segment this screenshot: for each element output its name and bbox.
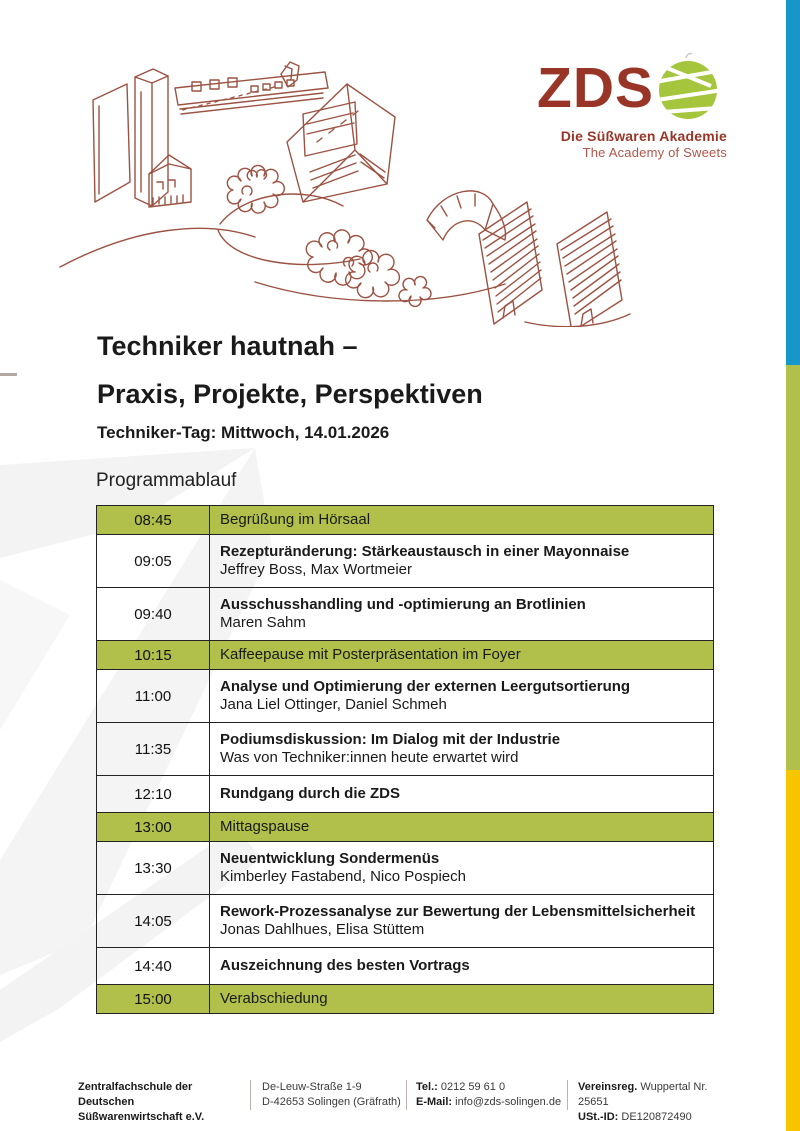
time-cell: 09:05 bbox=[97, 535, 210, 588]
session-cell bbox=[210, 985, 714, 1014]
page-title-line2: Praxis, Projekte, Perspektiven bbox=[97, 379, 483, 409]
footer-address bbox=[262, 1080, 402, 1110]
stripe-green-segment bbox=[786, 365, 800, 770]
register-label: Vereinsreg. bbox=[578, 1081, 638, 1093]
session-title: Kaffeepause mit Posterpräsentation im Foyer bbox=[220, 646, 521, 663]
table-row bbox=[97, 588, 714, 641]
footer-vat bbox=[578, 1110, 738, 1125]
table-row bbox=[97, 985, 714, 1014]
footer-contact bbox=[416, 1080, 564, 1110]
left-edge-tick bbox=[0, 373, 17, 376]
session-cell bbox=[210, 842, 714, 895]
time-cell: 13:30 bbox=[97, 842, 210, 895]
stripe-blue-segment bbox=[786, 0, 800, 365]
session-title: Rundgang durch die ZDS bbox=[220, 785, 400, 802]
edge-color-stripe bbox=[786, 0, 800, 1131]
vat-label: USt.-ID: bbox=[578, 1111, 619, 1123]
session-title: Mittagspause bbox=[220, 818, 310, 835]
footer-email bbox=[416, 1095, 564, 1110]
phone-label: Tel.: bbox=[416, 1081, 438, 1093]
zds-wordmark: ZDS bbox=[537, 56, 654, 120]
session-title: Ausschusshandling und -optimierung an Brotlinien bbox=[220, 596, 586, 613]
session-title: Auszeichnung des besten Vortrags bbox=[220, 957, 470, 974]
time-cell: 13:00 bbox=[97, 813, 210, 842]
register-value: Wuppertal Nr. 25651 bbox=[578, 1081, 708, 1108]
phone-value: 0212 59 61 0 bbox=[440, 1081, 506, 1093]
logo-tagline-de: Die Süßwaren Akademie bbox=[560, 128, 727, 144]
time-cell: 08:45 bbox=[97, 506, 210, 535]
session-speakers: Jeffrey Boss, Max Wortmeier bbox=[220, 561, 412, 578]
time-cell: 14:40 bbox=[97, 948, 210, 985]
session-cell bbox=[210, 670, 714, 723]
footer-divider bbox=[406, 1080, 407, 1110]
vat-value: DE120872490 bbox=[621, 1111, 692, 1123]
email-value: info@zds-solingen.de bbox=[455, 1096, 562, 1108]
page-footer bbox=[0, 1078, 800, 1123]
session-title: Neuentwicklung Sondermenüs bbox=[220, 850, 440, 867]
session-title: Podiumsdiskussion: Im Dialog mit der Industrie bbox=[220, 731, 561, 748]
footer-divider bbox=[250, 1080, 251, 1110]
event-date-subtitle: Techniker-Tag: Mittwoch, 14.01.2026 bbox=[97, 423, 390, 442]
session-cell bbox=[210, 506, 714, 535]
footer-org-line1: Zentralfachschule der Deutschen bbox=[78, 1081, 193, 1108]
footer-phone bbox=[416, 1080, 564, 1095]
table-row bbox=[97, 670, 714, 723]
time-cell: 11:35 bbox=[97, 723, 210, 776]
logo-tagline-en: The Academy of Sweets bbox=[582, 145, 727, 160]
section-label-programmablauf: Programmablauf bbox=[96, 470, 237, 491]
session-cell bbox=[210, 948, 714, 985]
footer-register bbox=[578, 1080, 738, 1110]
time-cell: 10:15 bbox=[97, 641, 210, 670]
session-cell bbox=[210, 723, 714, 776]
table-row bbox=[97, 535, 714, 588]
time-cell: 12:10 bbox=[97, 776, 210, 813]
session-speakers: Kimberley Fastabend, Nico Pospiech bbox=[220, 868, 466, 885]
table-row bbox=[97, 813, 714, 842]
table-row bbox=[97, 842, 714, 895]
zds-logo bbox=[537, 46, 727, 160]
footer-street: De-Leuw-Straße 1-9 bbox=[262, 1081, 362, 1093]
page-title-line1: Techniker hautnah – bbox=[97, 331, 358, 361]
schedule-body bbox=[97, 506, 714, 1014]
session-title: Begrüßung im Hörsaal bbox=[220, 511, 371, 528]
session-title: Rework-Prozessanalyse zur Bewertung der Lebensmittelsicherheit bbox=[220, 903, 696, 920]
table-row bbox=[97, 506, 714, 535]
session-title: Rezepturänderung: Stärkeaustausch in einer Mayonnaise bbox=[220, 543, 630, 560]
stripe-yellow-segment bbox=[786, 770, 800, 1131]
time-cell: 09:40 bbox=[97, 588, 210, 641]
session-speakers: Jonas Dahlhues, Elisa Stüttem bbox=[220, 921, 425, 938]
table-row bbox=[97, 895, 714, 948]
time-cell: 15:00 bbox=[97, 985, 210, 1014]
footer-divider bbox=[567, 1080, 568, 1110]
session-cell bbox=[210, 813, 714, 842]
schedule-table bbox=[96, 505, 714, 1014]
table-row bbox=[97, 948, 714, 985]
table-row bbox=[97, 776, 714, 813]
table-row bbox=[97, 641, 714, 670]
time-cell: 11:00 bbox=[97, 670, 210, 723]
footer-city: D-42653 Solingen (Gräfrath) bbox=[262, 1096, 401, 1108]
session-title: Analyse und Optimierung der externen Leergutsortierung bbox=[220, 678, 631, 695]
session-title: Verabschiedung bbox=[220, 990, 328, 1007]
session-cell bbox=[210, 776, 714, 813]
session-speakers: Was von Techniker:innen heute erwartet wird bbox=[220, 749, 519, 766]
session-speakers: Jana Liel Ottinger, Daniel Schmeh bbox=[220, 696, 447, 713]
time-cell: 14:05 bbox=[97, 895, 210, 948]
session-cell bbox=[210, 895, 714, 948]
footer-legal bbox=[578, 1080, 738, 1125]
session-speakers: Maren Sahm bbox=[220, 614, 306, 631]
session-cell bbox=[210, 641, 714, 670]
footer-org-line2: Süßwarenwirtschaft e.V. bbox=[78, 1111, 205, 1123]
session-cell bbox=[210, 588, 714, 641]
table-row bbox=[97, 723, 714, 776]
candy-ball-icon bbox=[653, 48, 723, 126]
session-cell bbox=[210, 535, 714, 588]
email-label: E-Mail: bbox=[416, 1096, 453, 1108]
footer-organization bbox=[78, 1080, 246, 1125]
